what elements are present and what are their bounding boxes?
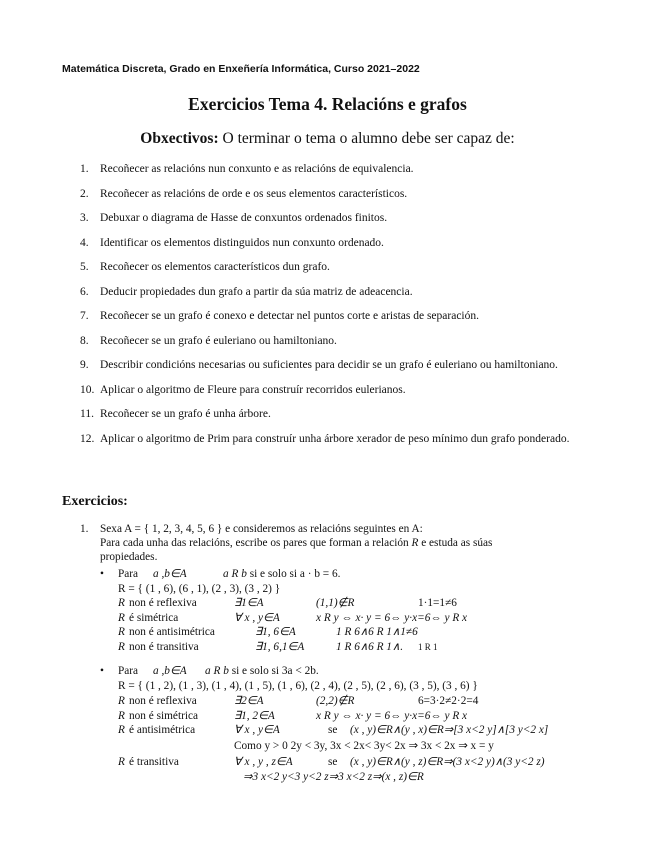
goal-number: 9.: [80, 359, 89, 371]
relation-symbol: R: [118, 695, 125, 707]
property-reasoning: 1 R 6∧6 R 1∧1≠6: [336, 626, 418, 638]
property-se: se: [328, 724, 338, 736]
property-name: é transitiva: [129, 756, 179, 768]
goal-text: Deducir propiedades dun grafo a partir da súa matriz de adeacencia.: [100, 285, 413, 298]
goal-number: 12.: [80, 432, 95, 445]
goal-number: 5.: [80, 261, 89, 273]
property-quantifier: ∀ x , y∈A: [234, 611, 280, 624]
goal-number: 1.: [80, 163, 89, 175]
property-name: non é antisimétrica: [129, 626, 215, 638]
goal-number: 11.: [80, 408, 94, 420]
instructions-text-b: e estuda as súas: [421, 537, 493, 549]
relation-symbol: R: [118, 611, 125, 624]
goal-text: Debuxar o diagrama de Hasse de conxuntos ordenados finitos.: [100, 212, 388, 224]
goal-item: [80, 383, 580, 398]
property-quantifier: ∃1, 6,1∈A: [255, 640, 305, 653]
property-result: 6=3·2≠2·2=4: [418, 695, 479, 707]
relation-symbol: R: [411, 537, 419, 549]
relation2-para: Para: [118, 665, 139, 677]
objectives-line: [0, 130, 655, 148]
relation1-para: Para: [118, 568, 139, 580]
document-header: Matemática Discreta, Grado en Enxeñería Informática, Curso 2021–2022: [62, 63, 420, 75]
property-name: é antisimétrica: [129, 724, 196, 736]
goal-number: 4.: [80, 236, 89, 249]
property-quantifier: ∃1, 2∈A: [234, 709, 275, 722]
goal-number: 7.: [80, 310, 89, 322]
relation1-def-c: a · b = 6.: [299, 568, 341, 580]
property-reasoning: (2,2)∉R: [316, 695, 355, 707]
instructions-text-a: Para cada unha das relacións, escribe os pares que forman a relación: [100, 537, 409, 549]
property-name: é simétrica: [129, 611, 179, 624]
property-quantifier: ∃1, 6∈A: [255, 626, 296, 638]
property-quantifier: ∃1∈A: [234, 597, 264, 609]
objectives-label: Obxectivos:: [140, 130, 219, 147]
property-reasoning: (x , y)∈R∧(y , x)∈R⇒[3 x<2 y]∧[3 y<2 x]: [350, 724, 549, 736]
property-se: se: [328, 756, 338, 768]
property-quantifier: ∀ x , y∈A: [234, 724, 280, 736]
goal-item: [80, 187, 580, 202]
property-reasoning-cont: ⇒3 x<2 y<3 y<2 z⇒3 x<2 z⇒(x , z)∈R: [243, 771, 424, 783]
page-title: Exercicios Tema 4. Relacións e grafos: [188, 94, 467, 114]
relation-symbol: R: [118, 756, 125, 768]
goal-number: 6.: [80, 285, 89, 298]
goal-text: Aplicar o algoritmo de Prim para construír unha árbore xerador de peso mínimo dun grafo ponderado.: [100, 432, 570, 445]
relation-symbol: R: [118, 597, 125, 609]
goal-item: [80, 358, 580, 373]
property-result: 1 R 1: [418, 641, 438, 652]
relation-symbol: R: [118, 626, 125, 638]
relation2-condition: a ,b∈A: [153, 665, 187, 677]
property-reasoning: (1,1)∉R: [316, 597, 355, 609]
relation1-def-a: a R b: [223, 568, 247, 580]
relation2-definition: [205, 665, 319, 679]
goal-item: [80, 260, 580, 275]
goal-text: Recoñecer as relacións de orde e os seus elementos característicos.: [100, 187, 408, 200]
exercise-instructions-cont: propiedades.: [100, 551, 158, 563]
exercise-intro: Sexa A = { 1, 2, 3, 4, 5, 6 } e consideremos as relacións seguintes en A:: [100, 523, 423, 535]
property-name: non é transitiva: [129, 640, 199, 653]
property-name: non é simétrica: [129, 709, 199, 722]
property-quantifier: ∀ x , y , z∈A: [234, 756, 293, 768]
relation2-def-a: a R b: [205, 665, 229, 677]
relation-symbol: R: [118, 724, 125, 736]
goal-number: 10.: [80, 383, 95, 396]
property-quantifier: ∃2∈A: [234, 695, 264, 707]
goal-item: [80, 407, 580, 422]
goal-number: 3.: [80, 212, 89, 224]
goal-item: [80, 162, 580, 177]
bullet-icon: •: [100, 665, 104, 677]
property-reasoning: 1 R 6∧6 R 1∧.: [336, 640, 404, 653]
property-reasoning: x R y ⇔ x· y = 6⇔ y·x=6⇔ y R x: [316, 709, 468, 722]
relation-symbol: R: [118, 640, 125, 653]
exercise-instructions: [100, 537, 492, 551]
goal-text: Recoñecer se un grafo é euleriano ou hamiltoniano.: [100, 334, 337, 347]
relation1-set: R = { (1 , 6), (6 , 1), (2 , 3), (3 , 2) }: [118, 583, 281, 595]
exercises-heading: Exercicios:: [62, 494, 128, 509]
relation1-def-b: si e solo si: [249, 568, 298, 580]
property-reasoning: x R y ⇔ x· y = 6⇔ y·x=6⇔ y R x: [316, 611, 468, 624]
goal-text: Recoñecer os elementos característicos dun grafo.: [100, 261, 330, 273]
goal-text: Recoñecer as relacións nun conxunto e as relacións de equivalencia.: [100, 163, 414, 175]
goal-number: 2.: [80, 187, 89, 200]
exercise-number: 1.: [80, 523, 89, 535]
property-name: non é reflexiva: [129, 695, 197, 707]
goal-text: Describir condicións necesarias ou suficientes para decidir se un grafo é euleriano ou hamiltoniano.: [100, 359, 558, 371]
objectives-text: O terminar o tema o alumno debe ser capaz de:: [222, 130, 515, 147]
goal-item: [80, 334, 580, 349]
goal-number: 8.: [80, 334, 89, 347]
relation2-como-line: Como y > 0 2y < 3y, 3x < 2x< 3y< 2x ⇒ 3x < 2x ⇒ x = y: [234, 740, 494, 752]
goal-text: Recoñecer se un grafo é conexo e detectar nel puntos corte e aristas de separación.: [100, 310, 480, 322]
property-result: 1·1=1≠6: [418, 597, 457, 609]
relation1-definition: [223, 568, 340, 582]
goals-list: [80, 162, 580, 456]
property-reasoning: (x , y)∈R∧(y , z)∈R⇒(3 x<2 y)∧(3 y<2 z): [350, 756, 545, 768]
goal-text: Identificar os elementos distinguidos nun conxunto ordenado.: [100, 236, 384, 249]
goal-item: [80, 309, 580, 324]
relation1-condition: a ,b∈A: [153, 568, 187, 580]
goal-item: [80, 236, 580, 251]
relation2-def-b: si e solo si: [231, 665, 280, 677]
bullet-icon: •: [100, 568, 104, 580]
relation2-def-c: 3a < 2b.: [281, 665, 319, 677]
goal-item: [80, 211, 580, 226]
property-name: non é reflexiva: [129, 597, 197, 609]
relation-symbol: R: [118, 709, 125, 722]
goal-item: [80, 432, 580, 447]
goal-text: Aplicar o algoritmo de Fleure para construír recorridos eulerianos.: [100, 383, 406, 396]
relation2-set: R = { (1 , 2), (1 , 3), (1 , 4), (1 , 5), (1 , 6), (2 , 4), (2 , 5), (2 , 6), (3 , 5), (3 , 6) }: [118, 680, 478, 692]
goal-text: Recoñecer se un grafo é unha árbore.: [100, 408, 271, 420]
goal-item: [80, 285, 580, 300]
